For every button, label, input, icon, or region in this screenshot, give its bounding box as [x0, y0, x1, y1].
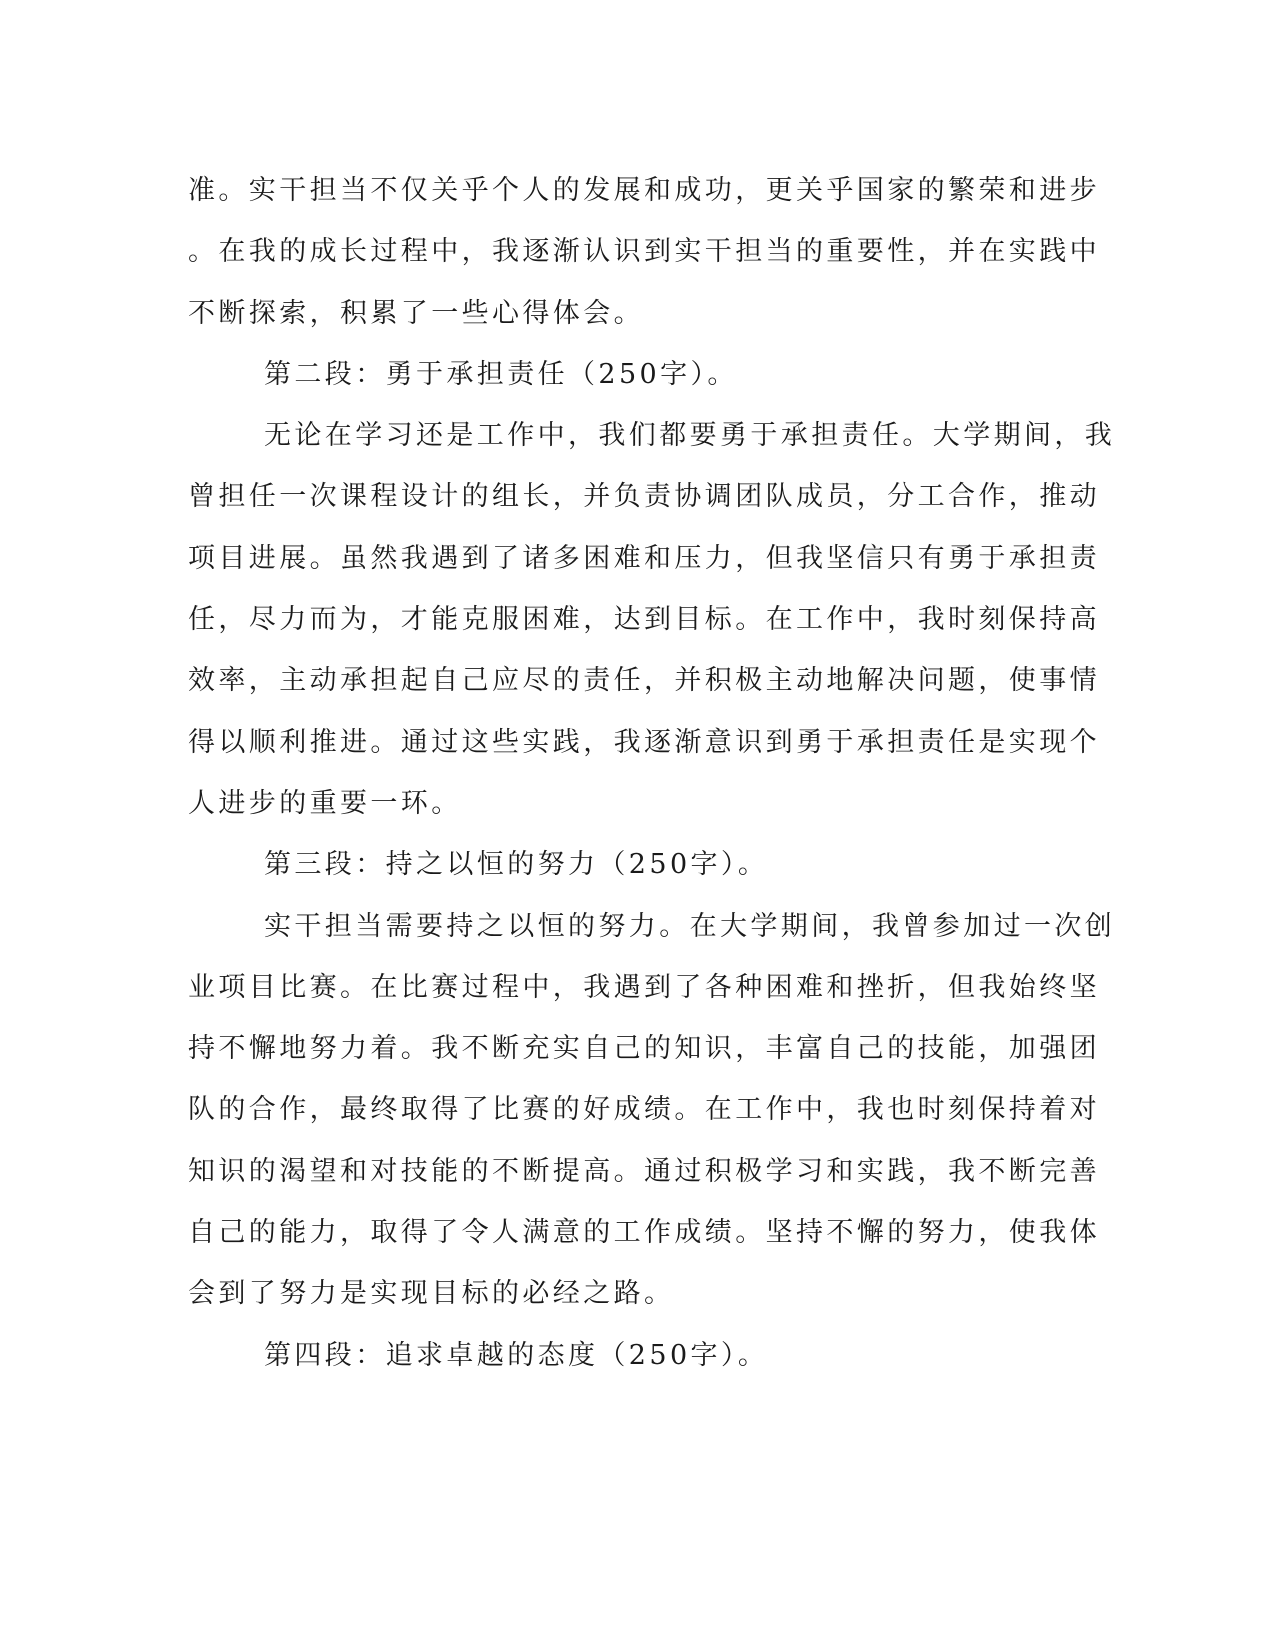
text-line: 效率，主动承担起自己应尽的责任，并积极主动地解决问题，使事情: [188, 665, 1100, 697]
text-line: 。在我的成长过程中，我逐渐认识到实干担当的重要性，并在实践中: [188, 236, 1100, 268]
text-line: 无论在学习还是工作中，我们都要勇于承担责任。大学期间，我: [264, 420, 1116, 452]
section-heading: 第四段：追求卓越的态度（250字）。: [264, 1339, 769, 1371]
text-line: 持不懈地努力着。我不断充实自己的知识，丰富自己的技能，加强团: [188, 1033, 1100, 1065]
text-line: 业项目比赛。在比赛过程中，我遇到了各种困难和挫折，但我始终坚: [188, 971, 1100, 1003]
text-line: 实干担当需要持之以恒的努力。在大学期间，我曾参加过一次创: [264, 910, 1116, 942]
section-heading: 第三段：持之以恒的努力（250字）。: [264, 849, 769, 881]
document-body: [188, 160, 1116, 1386]
text-line: 项目进展。虽然我遇到了诸多困难和压力，但我坚信只有勇于承担责: [188, 542, 1100, 574]
text-line: 准。实干担当不仅关乎个人的发展和成功，更关乎国家的繁荣和进步: [188, 175, 1100, 206]
text-line: 队的合作，最终取得了比赛的好成绩。在工作中，我也时刻保持着对: [188, 1094, 1100, 1126]
text-line: 自己的能力，取得了令人满意的工作成绩。坚持不懈的努力，使我体: [188, 1217, 1100, 1249]
text-line: 会到了努力是实现目标的必经之路。: [188, 1278, 675, 1310]
text-line: 得以顺利推进。通过这些实践，我逐渐意识到勇于承担责任是实现个: [188, 726, 1100, 758]
text-line: 不断探索，积累了一些心得体会。: [188, 297, 644, 329]
text-line: 人进步的重要一环。: [188, 787, 462, 819]
text-line: 曾担任一次课程设计的组长，并负责协调团队成员，分工合作，推动: [188, 481, 1100, 513]
text-line: 知识的渴望和对技能的不断提高。通过积极学习和实践，我不断完善: [188, 1155, 1100, 1187]
text-line: 任，尽力而为，才能克服困难，达到目标。在工作中，我时刻保持高: [188, 604, 1100, 636]
section-heading: 第二段：勇于承担责任（250字）。: [264, 358, 738, 390]
